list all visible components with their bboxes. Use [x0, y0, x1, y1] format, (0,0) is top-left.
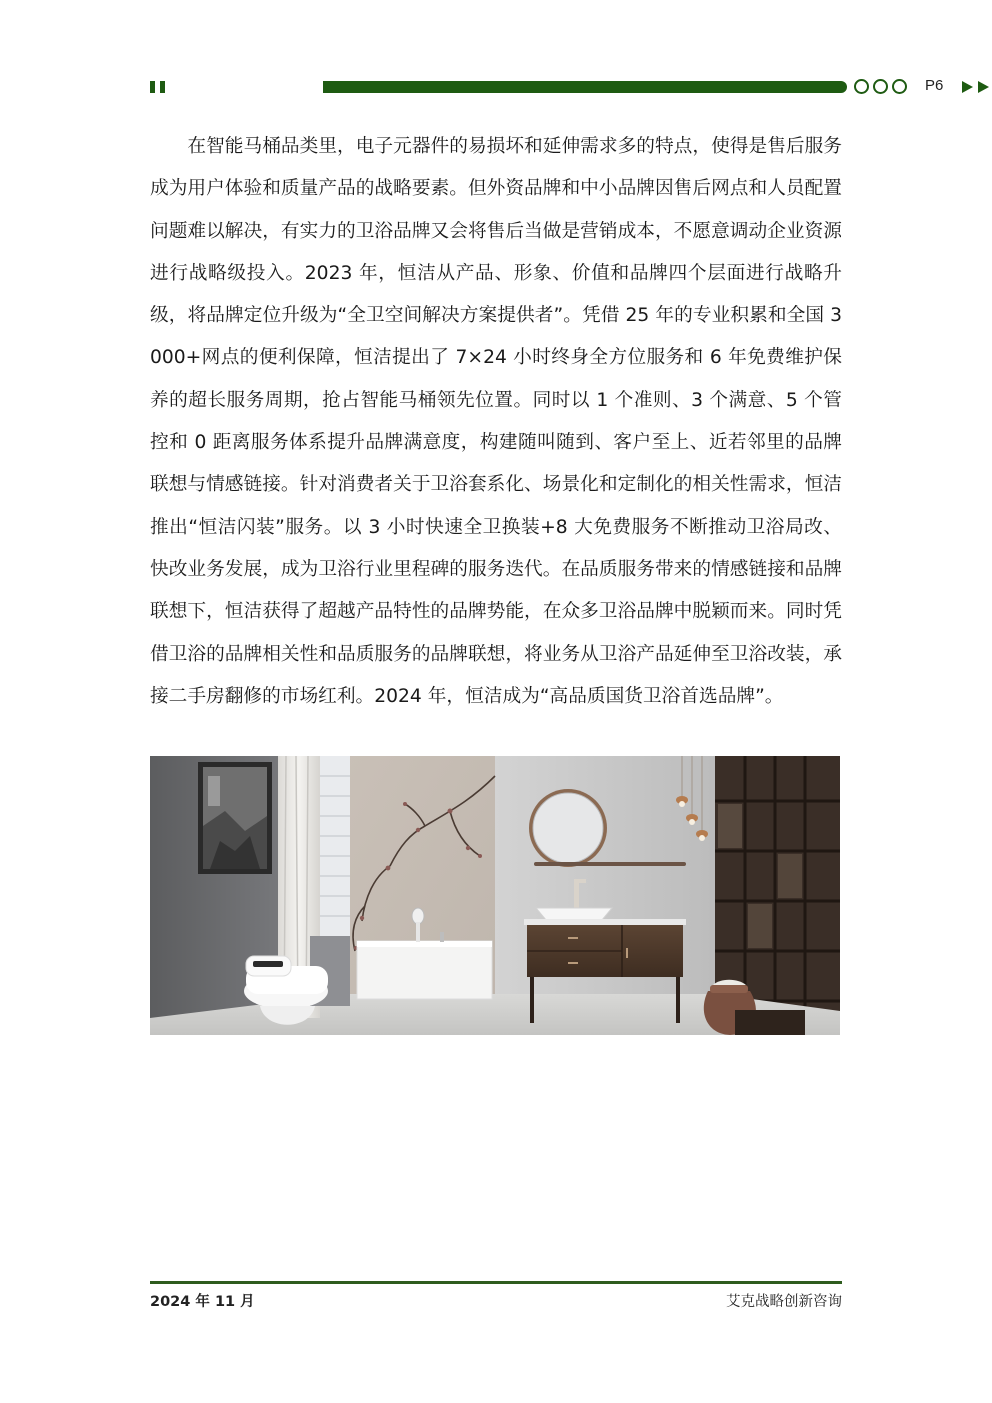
header-circle-3: [892, 79, 907, 94]
header-stripe-2: [160, 81, 165, 93]
footer-divider: [150, 1281, 842, 1284]
article-paragraph: 在智能马桶品类里，电子元器件的易损坏和延伸需求多的特点，使得是售后服务成为用户体验和质量产品的战略要素。但外资品牌和中小品牌因售后网点和人员配置问题难以解决，有实力的卫浴品牌又会将售后当做是营销成本，不愿意调动企业资源进行战略级投入。2023 年，恒洁从产品、形象、价值和品牌四个层面进行战略升级，将品牌定位升级为“全卫空间解决方案提供者”。凭借 25 年的专业积累和全国 3000+网点的便利保障，恒洁提出了 7×24 小时终身全方位服务和 6 年免费维护保养的超长服务周期，抢占智能马桶领先位置。同时以 1 个准则、3 个满意、5 个管控和 0 距离服务体系提升品牌满意度，构建随叫随到、客户至上、近若邻里的品牌联想与情感链接。针对消费者关于卫浴套系化、场景化和定制化的相关性需求，恒洁推出“恒洁闪装”服务。以 3 小时快速全卫换装+8 大免费服务不断推动卫浴局改、快改业务发展，成为卫浴行业里程碑的服务迭代。在品质服务带来的情感链接和品牌联想下，恒洁获得了超越产品特性的品牌势能，在众多卫浴品牌中脱颖而来。同时凭借卫浴的品牌相关性和品质服务的品牌联想，将业务从卫浴产品延伸至卫浴改装，承接二手房翻修的市场红利。2024 年，恒洁成为“高品质国货卫浴首选品牌”。: [150, 136, 842, 707]
footer-company: 艾克战略创新咨询: [726, 1294, 842, 1310]
header-circle-1: [854, 79, 869, 94]
footer-date: 2024 年 11 月: [150, 1294, 255, 1310]
header-progress-bar: [323, 81, 847, 93]
page-header: [150, 77, 944, 96]
arrow-right-icon-2: [978, 81, 989, 93]
page-number: P6: [925, 77, 944, 94]
header-circle-2: [873, 79, 888, 94]
bathroom-photo: [150, 756, 840, 1035]
header-stripe-1: [150, 81, 155, 93]
arrow-right-icon: [962, 81, 973, 93]
